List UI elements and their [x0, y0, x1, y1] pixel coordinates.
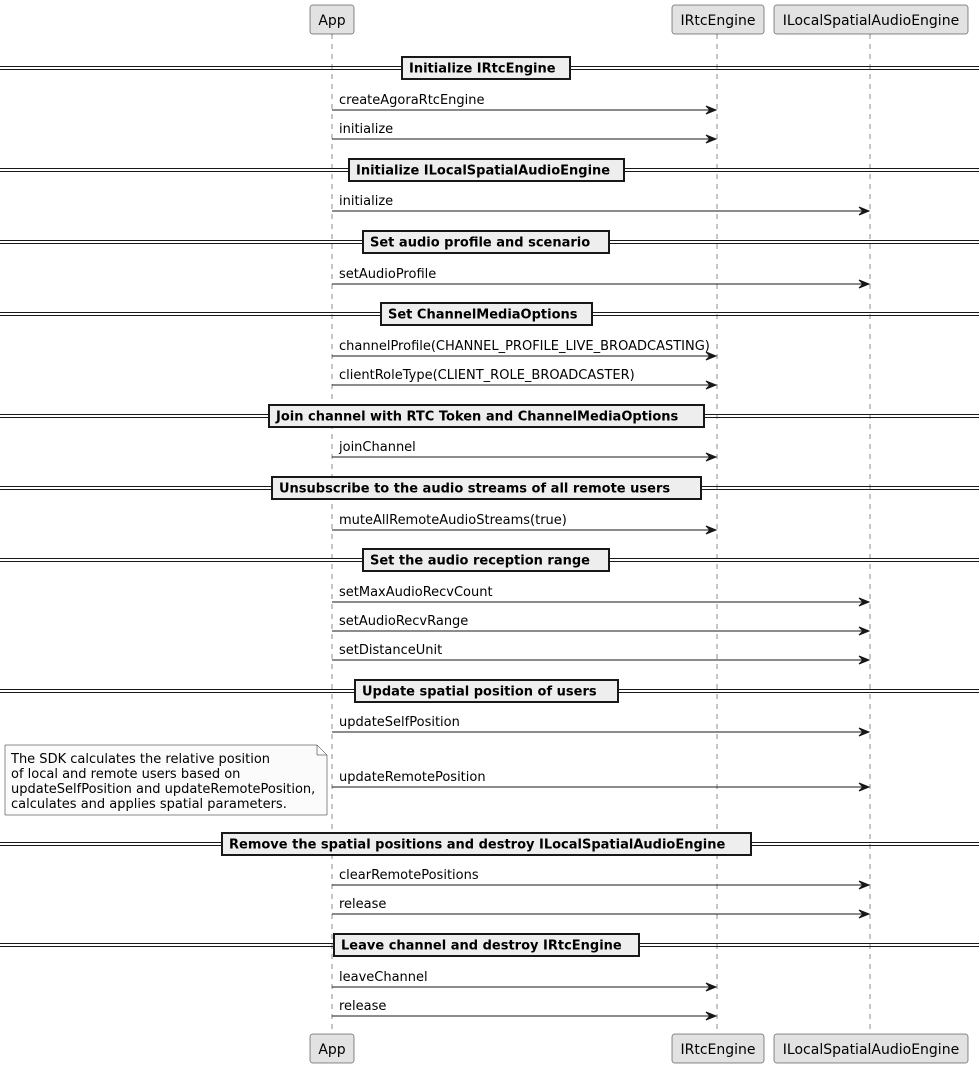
message-label: initialize	[339, 122, 394, 137]
message-label: channelProfile(CHANNEL_PROFILE_LIVE_BROADCASTING)	[339, 339, 710, 354]
divider-label: Set ChannelMediaOptions	[388, 307, 578, 323]
message-label: clientRoleType(CLIENT_ROLE_BROADCASTER)	[339, 368, 635, 383]
message-label: createAgoraRtcEngine	[339, 93, 485, 108]
divider-label: Initialize IRtcEngine	[409, 61, 556, 77]
message-label: initialize	[339, 194, 394, 209]
divider-label: Unsubscribe to the audio streams of all remote users	[279, 481, 671, 497]
divider-label: Leave channel and destroy IRtcEngine	[341, 938, 622, 954]
divider-label: Join channel with RTC Token and ChannelMediaOptions	[276, 409, 679, 425]
note-text-line: calculates and applies spatial parameters.	[11, 797, 287, 812]
divider-label: Set the audio reception range	[370, 553, 590, 569]
divider-label: Set audio profile and scenario	[370, 235, 591, 251]
message-label: setMaxAudioRecvCount	[339, 585, 493, 600]
message-label: leaveChannel	[339, 970, 428, 985]
divider-label: Initialize ILocalSpatialAudioEngine	[356, 163, 611, 179]
message-label: release	[339, 897, 387, 912]
message-label: updateRemotePosition	[339, 770, 486, 785]
participant-label-spatial-top: ILocalSpatialAudioEngine	[782, 13, 960, 29]
participant-label-app-top: App	[318, 13, 346, 29]
message-label: joinChannel	[339, 440, 416, 455]
divider-label: Remove the spatial positions and destroy ILocalSpatialAudioEngine	[229, 837, 726, 853]
message-label: muteAllRemoteAudioStreams(true)	[339, 513, 567, 528]
participant-label-rtc-top: IRtcEngine	[680, 13, 756, 29]
message-label: setAudioProfile	[339, 267, 437, 282]
note-text-line: of local and remote users based on	[11, 767, 241, 782]
participant-label-rtc-bottom: IRtcEngine	[680, 1042, 756, 1058]
message-label: clearRemotePositions	[339, 868, 479, 883]
note-text-line: The SDK calculates the relative position	[11, 752, 271, 767]
message-label: setAudioRecvRange	[339, 614, 469, 629]
note-text-line: updateSelfPosition and updateRemotePosition,	[11, 782, 316, 797]
message-label: updateSelfPosition	[339, 715, 460, 730]
participant-label-app-bottom: App	[318, 1042, 346, 1058]
message-label: setDistanceUnit	[339, 643, 443, 658]
message-label: release	[339, 999, 387, 1014]
divider-label: Update spatial position of users	[362, 684, 597, 700]
participant-label-spatial-bottom: ILocalSpatialAudioEngine	[782, 1042, 960, 1058]
